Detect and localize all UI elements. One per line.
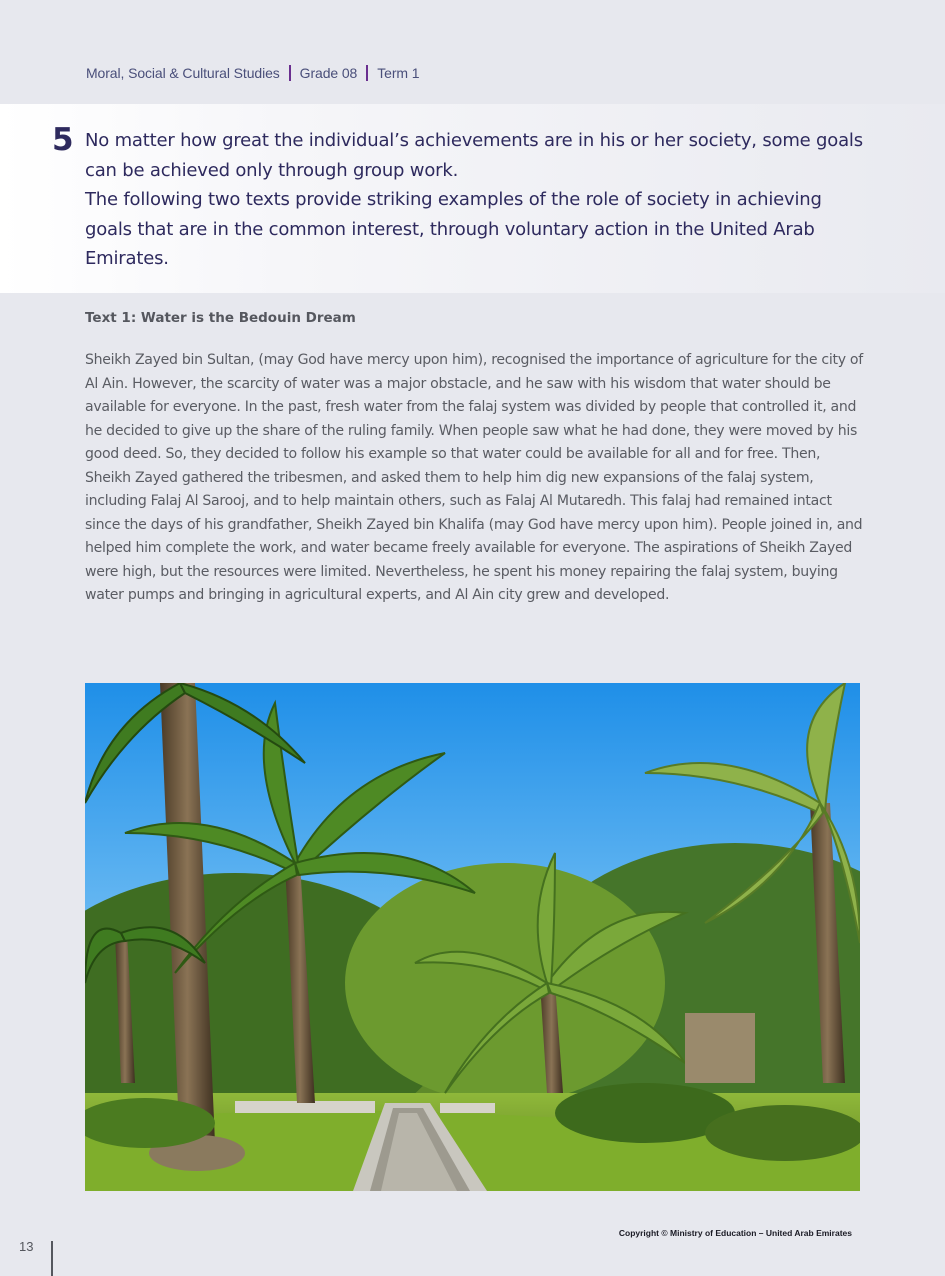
intro-paragraph: No matter how great the individual’s achievements are in his or her society, some goals can be achieved only through group work. [85,130,863,181]
text-heading: Text 1: Water is the Bedouin Dream [85,310,356,326]
intro-paragraph: The following two texts provide striking examples of the role of society in achieving goals that are in the common interest, through voluntary action in the United Arab Emirates. [85,189,822,269]
section-number: 5 [52,122,74,158]
page-header [86,65,419,81]
palm-oasis-photo [85,683,860,1191]
page-number: 13 [19,1239,34,1254]
header-divider [289,65,291,81]
term-label: Term 1 [377,65,420,81]
page-number-rule [51,1241,53,1276]
grade-label: Grade 08 [299,65,358,81]
palm-oasis-illustration [85,683,860,1191]
copyright-notice: Copyright © Ministry of Education – United Arab Emirates [618,1228,852,1238]
intro-text [85,126,865,274]
body-paragraph: Sheikh Zayed bin Sultan, (may God have mercy upon him), recognised the importance of agriculture for the city of Al Ain. However, the scarcity of water was a major obstacle, and he saw with his wisdom that water should be available for everyone. In the past, fresh water from the falaj system was divided by people that controlled it, and he decided to give up the share of the ruling family. When people saw what he had done, they were moved by his good deed. So, they decided to follow his example so that water could be available for all and for free. Then, Sheikh Zayed gathered the tribesmen, and asked them to help him dig new expansions of the falaj system, including Falaj Al Sarooj, and to help maintain others, such as Falaj Al Mutaredh. This falaj had remained intact since the days of his grandfather, Sheikh Zayed bin Khalifa (may God have mercy upon him). People joined in, and helped him complete the work, and water became freely available for everyone. The aspirations of Sheikh Zayed were high, but the resources were limited. Nevertheless, he spent his money repairing the falaj system, buying water pumps and bringing in agricultural experts, and Al Ain city grew and developed. [85,352,863,603]
header-divider [366,65,368,81]
subject-label: Moral, Social & Cultural Studies [86,65,280,81]
